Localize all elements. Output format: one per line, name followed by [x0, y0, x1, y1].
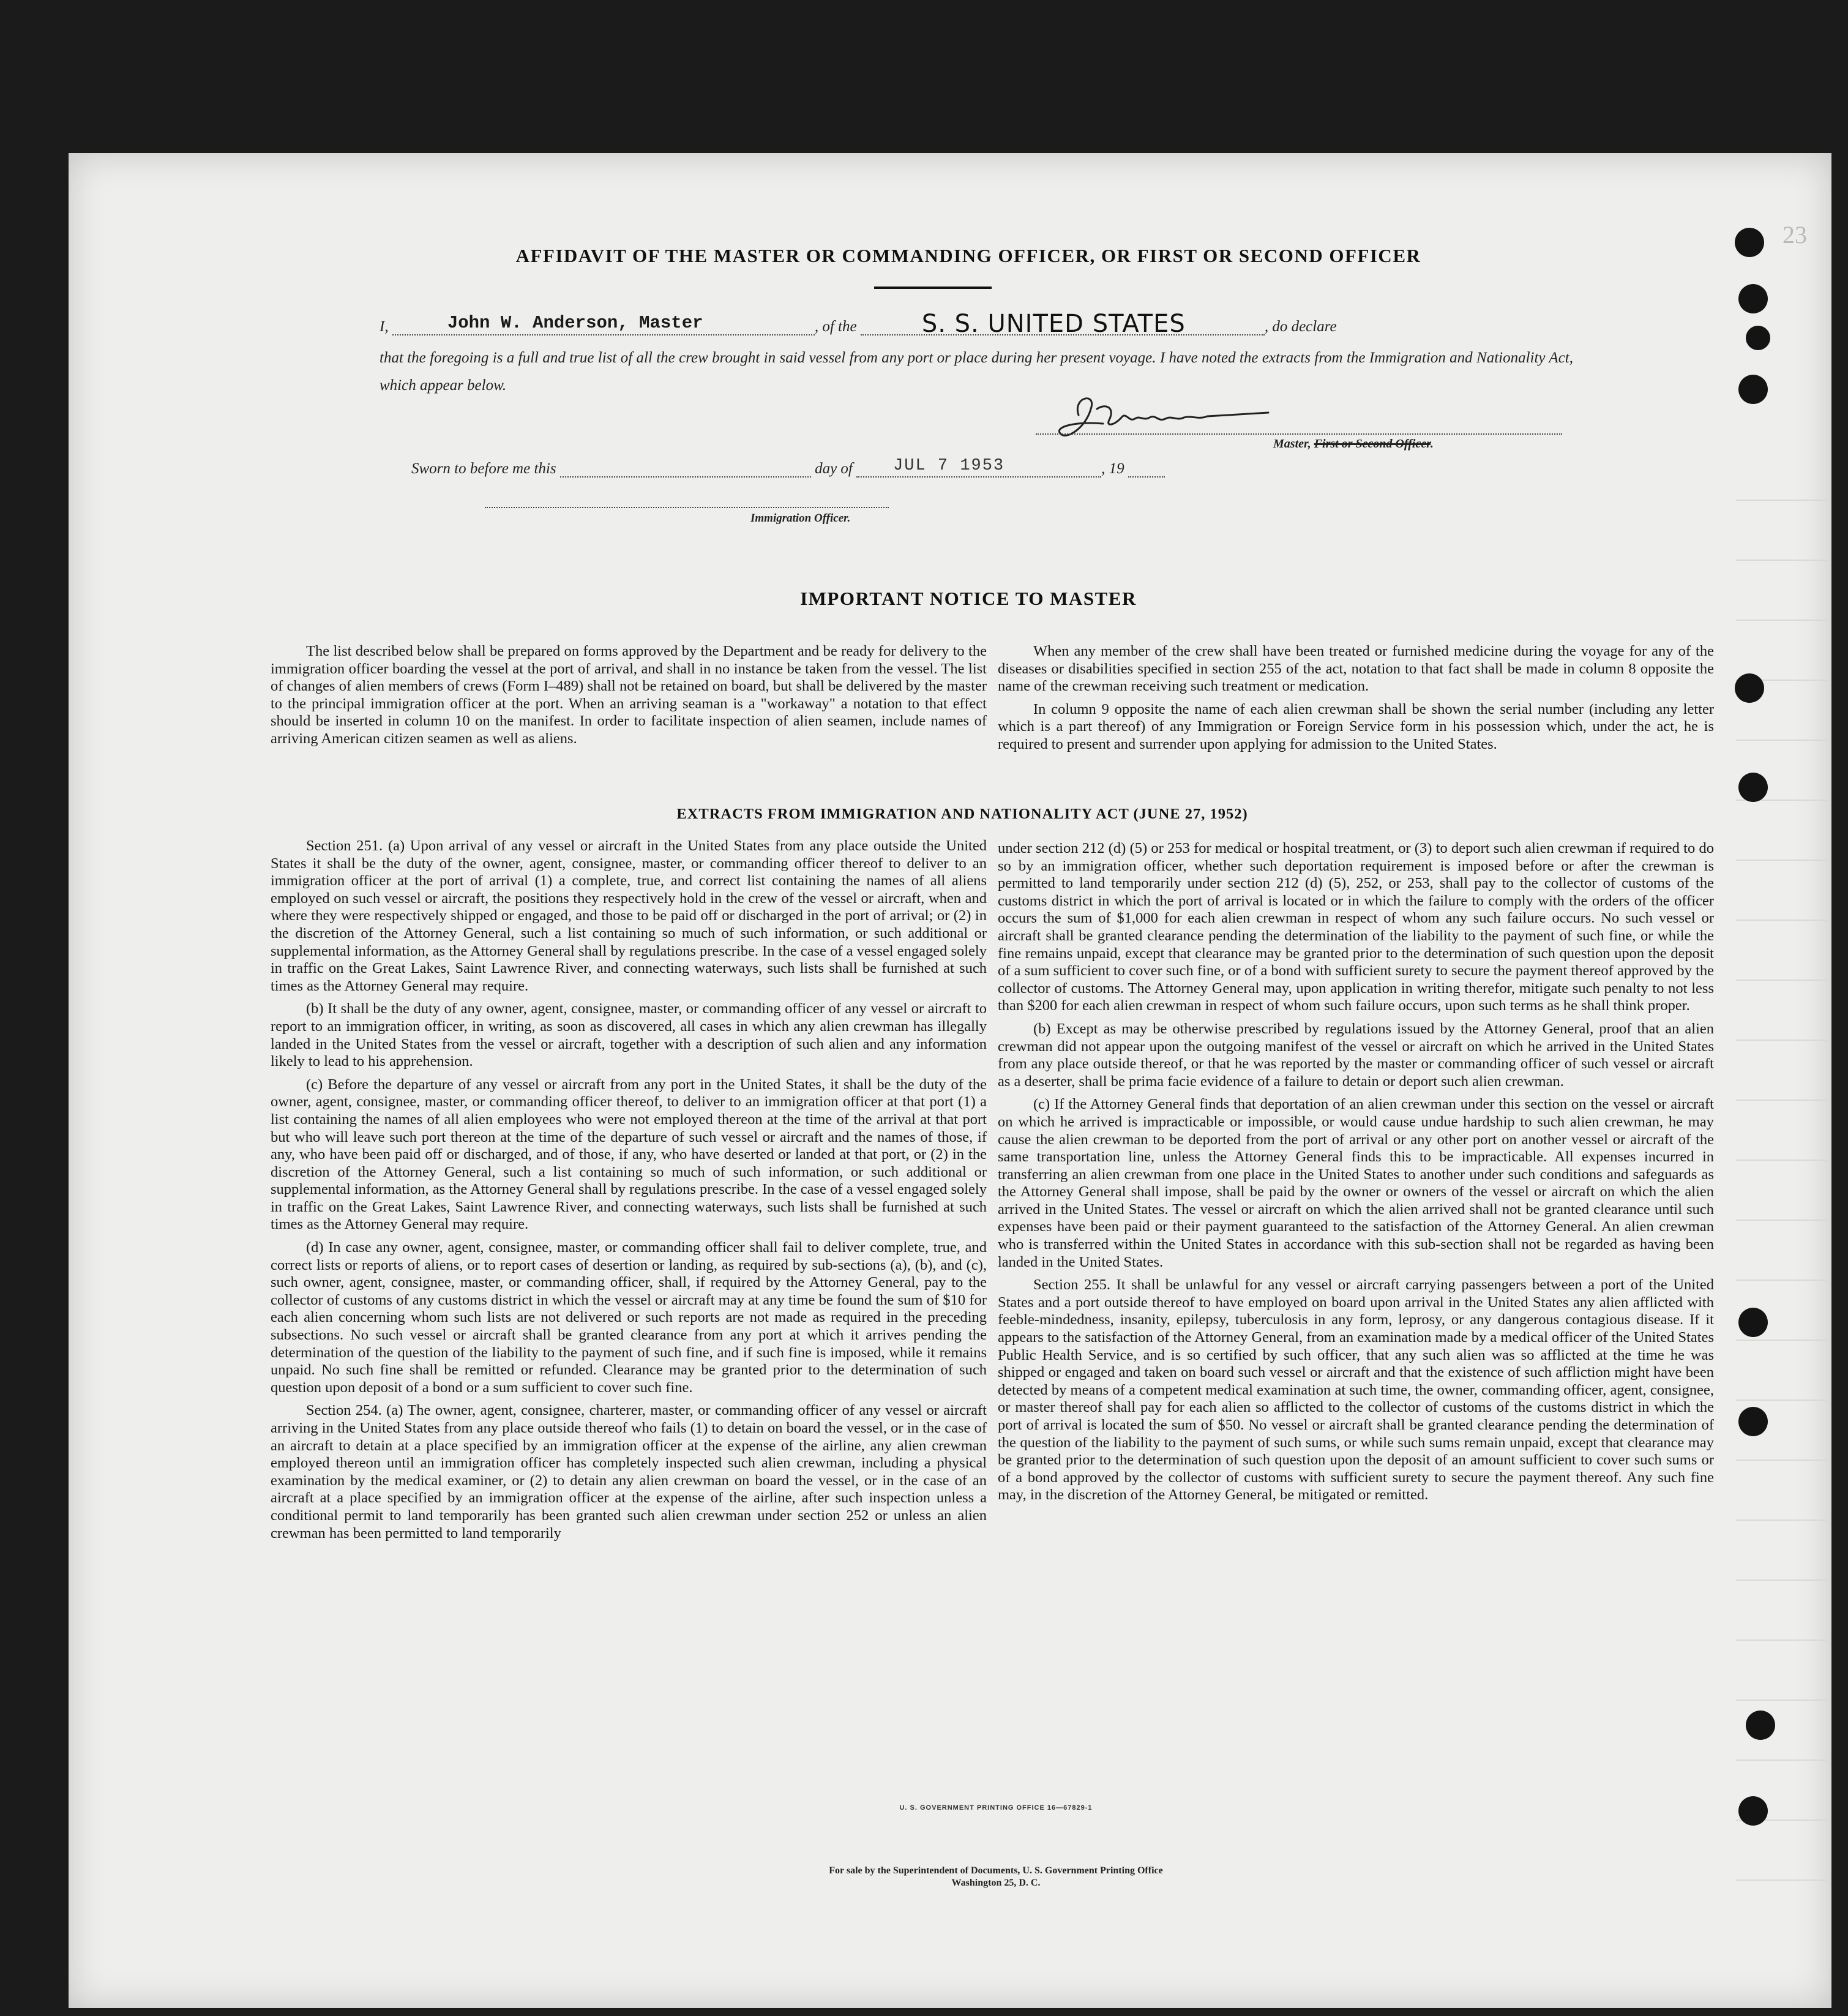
declaration-statement: that the foregoing is a full and true list of all the crew brought in said vessel from any port or place during her present voyage. I have noted the extracts from the Immigration and Nationality Act, which appear below. — [380, 350, 1573, 394]
day-of-label: day of — [815, 460, 853, 477]
act-right-column — [998, 840, 1714, 1510]
notice-right-column — [998, 643, 1714, 759]
notice-paragraph: The list described below shall be prepared on forms approved by the Department and be ready for delivery to the immigration officer boarding the vessel at the port of arrival, and shall in no instance be taken from the vessel. The list of changes of alien members of crews (Form I–489) shall not be retained on board, but shall be delivered by the master to the principal immigration officer at the port. When an arriving seaman is a "workaway" a notation to that effect should be inserted in column 10 on the manifest. In order to facilitate inspection of alien seamen, include names of arriving American citizen seamen as well as aliens. — [271, 643, 987, 747]
signature-line — [1036, 433, 1562, 435]
punch-hole — [1738, 1407, 1768, 1436]
notice-title: IMPORTANT NOTICE TO MASTER — [800, 588, 1137, 609]
punch-hole — [1738, 773, 1768, 802]
notice-left-column — [271, 643, 987, 754]
extracts-title: EXTRACTS FROM IMMIGRATION AND NATIONALITY ACT (JUNE 27, 1952) — [676, 806, 1248, 822]
year-prefix: , 19 — [1101, 460, 1124, 477]
for-sale-line: For sale by the Superintendent of Documents, U. S. Government Printing Office — [829, 1865, 1163, 1876]
year-field — [1128, 457, 1165, 478]
for-sale-line: Washington 25, D. C. — [951, 1878, 1041, 1888]
master-name: John W. Anderson, Master — [447, 313, 703, 333]
master-caption: Master, — [1273, 437, 1311, 451]
master-name-field — [392, 313, 815, 335]
act-paragraph: Section 254. (a) The owner, agent, consignee, charterer, master, or commanding officer of any vessel or aircraft arriving in the United States from any place outside thereof who fails (1) to detain on board the vessel, or in the case of an aircraft to detain at a place specified by an immigration officer at the expense of the airline, any alien crewman employed thereon until an immigration officer has completely inspected such alien crewman, including a physical examination by the medical examiner, or (2) to detain any alien crewman on board the vessel, or in the case of an aircraft at a place specified by an immigration officer at the expense of the airline, after such inspection unless a conditional permit to land temporarily has been granted such alien crewman under section 252 or unless an alien crewman has been permitted to land temporarily — [271, 1402, 987, 1542]
document-page — [69, 153, 1831, 2008]
act-paragraph: (c) If the Attorney General finds that deportation of an alien crewman under this section on the vessel or aircraft on which he arrived is impracticable or impossible, or would cause undue hardship to such alien crewman, he may cause the alien crewman to be deported from the port of arrival or any other port on another vessel or aircraft of the same transportation line, unless the Attorney General finds this to be impracticable. All expenses incurred in transferring an alien crewman from one place in the United States to another under such conditions and safeguards as the Attorney General shall impose, shall be paid by the owner or owners of the vessel or aircraft on which the alien arrived in the United States. The vessel or aircraft on which the alien arrived shall not be granted clearance until such expenses have been paid or their payment guaranteed to the satisfaction of the Attorney General. An alien crewman who is transferred within the United States in accordance with this sub-section shall not be regarded as having been landed in the United States. — [998, 1096, 1714, 1270]
act-paragraph: Section 251. (a) Upon arrival of any vessel or aircraft in the United States from any place outside the United States it shall be the duty of the owner, agent, consignee, master, or commanding officer thereof to deliver to an immigration officer at the port of arrival (1) a complete, true, and correct list containing the names of all aliens employed on such vessel or aircraft, the positions they respectively hold in the crew of the vessel or aircraft, when and where they were respectively shipped or engaged, and those to be paid off or discharged in the port of arrival; or (2) in the discretion of the Attorney General, such a list containing so much of such information, or such additional or supplemental information, as the Attorney General shall by regulations prescribe. In the case of a vessel engaged solely in traffic on the Great Lakes, Saint Lawrence River, and connecting waterways, such lists shall be furnished at such times as the Attorney General may require. — [271, 838, 987, 994]
declaration-line — [380, 310, 1573, 338]
immigration-officer-line — [485, 507, 889, 508]
for-sale-notice — [69, 1865, 1831, 1889]
sworn-day-field — [560, 457, 811, 478]
title-rule — [874, 287, 992, 289]
act-paragraph: Section 255. It shall be unlawful for any vessel or aircraft carrying passengers between a port of the United States and a port outside thereof to have employed on board upon arrival in the United States any alien afflicted with feeble-mindedness, insanity, epilepsy, tuberculosis in any form, leprosy, or any dangerous contagious disease. If it appears to the satisfaction of the Attorney General, from an examination made by a medical officer of the United States Public Health Service, and is so certified by such officer, that any such alien was so afflicted at the time he was shipped or engaged and taken on board such vessel or aircraft and that the existence of such affliction might have been detected by means of a competent medical examination at such time, the owner, commanding officer, agent, consignee, or master thereof shall pay for each alien so afflicted to the collector of customs of the customs district in which the port of arrival is located the sum of $50. No vessel or aircraft shall be granted clearance pending the determination of the question of the liability to the payment of such sums, or while such sums remain unpaid, except that clearance may be granted prior to the determination of such question upon the deposit of an amount sufficient to cover such sums or of a bond approved by the collector of customs with sufficient surety to secure the payment thereof. Any such fine may, in the discretion of the Attorney General, be mitigated or remitted. — [998, 1276, 1714, 1504]
act-paragraph: (d) In case any owner, agent, consignee, master, or commanding officer shall fail to deliver complete, true, and correct lists or reports of aliens, or to report cases of desertion or landing, as required by sub-sections (a), (b), and (c), such owner, agent, consignee, master, or commanding officer, shall, if required by the Attorney General, pay to the collector of customs of any customs district in which the vessel or aircraft may at any time be found the sum of $10 for each alien concerning whom such lists are not delivered or such reports are not made as required in the preceding subsections. No such vessel or aircraft shall be granted clearance from any port at which it arrives pending the determination of the question of the liability to the payment of such fine, and if such fine is imposed, while it remains unpaid. No such fine shall be remitted or refunded. Clearance may be granted prior to the determination of such question upon deposit of a bond or a sum sufficient to cover such fine. — [271, 1239, 987, 1396]
bleed-through-column — [1736, 441, 1828, 1881]
declare-prefix: I, — [380, 318, 389, 335]
vessel-name: S. S. UNITED STATES — [921, 310, 1186, 338]
sworn-prefix: Sworn to before me this — [411, 460, 556, 477]
punch-hole — [1746, 326, 1770, 350]
date-stamp: JUL 7 1953 — [893, 457, 1005, 475]
sworn-line — [411, 457, 1330, 478]
signature-caption — [1273, 437, 1434, 451]
punch-hole — [1746, 1711, 1775, 1740]
notice-paragraph: In column 9 opposite the name of each alien crewman shall be shown the serial number (including any letter which is a part thereof) of any Immigration or Foreign Service form in his possession which, under the act, he is required to present and surrender upon applying for admission to the United States. — [998, 700, 1714, 752]
act-paragraph: (b) Except as may be otherwise prescribed by regulations issued by the Attorney General, proof that an alien crewman did not appear upon the outgoing manifest of the vessel or aircraft on which he arrived in the United States from any place outside thereof, or that he was reported by the master or commanding officer of such vessel or aircraft as a deserter, shall be prima facie evidence of a failure to detain or deport such alien crewman. — [998, 1020, 1714, 1090]
punch-hole — [1735, 673, 1764, 703]
act-paragraph: (c) Before the departure of any vessel or aircraft from any port in the United States, it shall be the duty of the owner, agent, consignee, master, or commanding officer thereof, to deliver to an immigration officer at that port (1) a list containing the names of all alien employees who were not employed thereon at the time of the arrival at that port but who will leave such port thereon at the time of the departure of such vessel or aircraft and the names of those, if any, who have been paid off or discharged, and of those, if any, who have deserted or landed at that port, or (2) in the discretion of the Attorney General, such a list containing so much of such information, or such additional or supplemental information, as the Attorney General shall by regulations prescribe. In the case of a vessel engaged solely in traffic on the Great Lakes, Saint Lawrence River, and connecting waterways, such lists shall be furnished at such times as the Attorney General may require. — [271, 1076, 987, 1233]
do-declare-label: , do declare — [1264, 318, 1337, 335]
act-paragraph: under section 212 (d) (5) or 253 for medical or hospital treatment, or (3) to deport such alien crewman if required to do so by an immigration officer, whether such deportation requirement is imposed before or after the crewman is permitted to land temporarily under section 212 (d) (5), 252, or 253, shall pay to the collector of customs of the customs district in which the port of arrival is located or in which the failure to comply with the orders of the officer occurs the sum of $1,000 for each alien crewman in respect of whom any such failure occurs. No such vessel or aircraft shall be granted clearance pending the determination of the liability to the payment of such fine, or while the fine remains unpaid, except that clearance may be granted prior to the determination of such question upon the deposit of a sum sufficient to cover such fine, or of a bond with sufficient surety to secure the payment thereof approved by the collector of customs. The Attorney General may, upon application in writing therefor, mitigate such penalty to not less than $200 for each alien crewman in respect of whom such failure occurs, upon such terms as he shall think proper. — [998, 840, 1714, 1014]
master-signature — [1054, 391, 1274, 446]
notice-paragraph: When any member of the crew shall have been treated or furnished medicine during the voyage for any of the diseases or disabilities specified in section 255 of the act, notation to that fact shall be made in column 8 opposite the name of the crewman receiving such treatment or medication. — [998, 643, 1714, 695]
affidavit-title: AFFIDAVIT OF THE MASTER OR COMMANDING OFFICER, OR FIRST OR SECOND OFFICER — [515, 245, 1421, 266]
punch-hole — [1738, 375, 1768, 404]
punch-hole — [1738, 1308, 1768, 1337]
page-number: 23 — [1783, 221, 1807, 249]
struck-officer-caption: First or Second Officer — [1314, 437, 1431, 451]
gpo-code: U. S. GOVERNMENT PRINTING OFFICE 16—67829-1 — [899, 1804, 1093, 1812]
of-the-label: , of the — [814, 318, 857, 335]
act-left-column — [271, 838, 987, 1548]
punch-hole — [1738, 284, 1768, 313]
act-paragraph: (b) It shall be the duty of any owner, agent, consignee, master, or commanding officer of any vessel or aircraft to report to an immigration officer, in writing, as soon as discovered, all cases in which any alien crewman has illegally landed in the United States from the vessel or aircraft, together with a description of such alien and any information likely to lead to his apprehension. — [271, 1000, 987, 1070]
caption-end: . — [1430, 437, 1434, 451]
sworn-date-field — [856, 457, 1101, 478]
vessel-name-field — [861, 310, 1265, 338]
immigration-officer-caption: Immigration Officer. — [750, 512, 851, 525]
